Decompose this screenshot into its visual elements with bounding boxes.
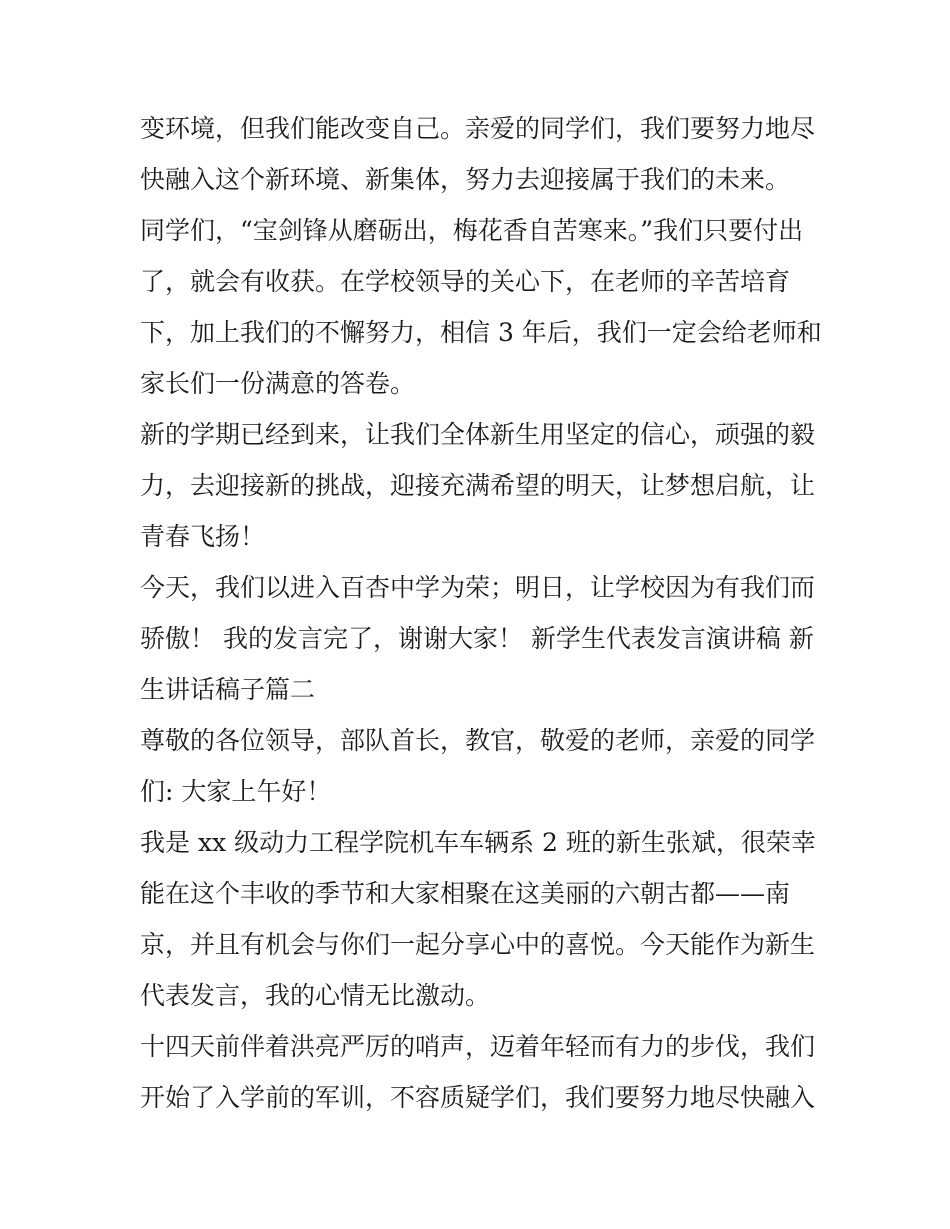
text-line: 生讲话稿子篇二 xyxy=(140,675,316,704)
text-line: 青春飞扬！ xyxy=(140,522,266,551)
text-line: 同学们，“宝剑锋从磨砺出，梅花香自苦寒来。”我们只要付出 xyxy=(140,216,804,245)
text-line: 十四天前伴着洪亮严厉的哨声，迈着年轻而有力的步伐，我们 xyxy=(140,1032,816,1061)
text-line: 开始了入学前的军训，不容质疑学们，我们要努力地尽快融入 xyxy=(140,1083,816,1112)
document-body xyxy=(140,103,820,1123)
text-line: 能在这个丰收的季节和大家相聚在这美丽的六朝古都——南 xyxy=(140,879,791,908)
text-line: 我是 xx 级动力工程学院机车车辆系 2 班的新生张斌，很荣幸 xyxy=(140,828,816,857)
text-line: 了，就会有收获。在学校领导的关心下，在老师的辛苦培育 xyxy=(140,267,791,296)
text-line: 变环境，但我们能改变自己。亲爱的同学们，我们要努力地尽 xyxy=(140,114,816,143)
text-line: 新的学期已经到来，让我们全体新生用坚定的信心，顽强的毅 xyxy=(140,420,816,449)
text-line: 快融入这个新环境、新集体，努力去迎接属于我们的未来。 xyxy=(140,165,791,194)
text-line: 尊敬的各位领导，部队首长，教官，敬爱的老师，亲爱的同学 xyxy=(140,726,816,755)
text-line: 们: 大家上午好！ xyxy=(140,777,332,806)
text-line: 代表发言，我的心情无比激动。 xyxy=(140,981,491,1010)
text-line: 京，并且有机会与你们一起分享心中的喜悦。今天能作为新生 xyxy=(140,930,816,959)
text-line: 力，去迎接新的挑战，迎接充满希望的明天，让梦想启航，让 xyxy=(140,471,816,500)
text-line: 下，加上我们的不懈努力，相信 3 年后，我们一定会给老师和 xyxy=(140,318,822,347)
text-line: 今天，我们以进入百杏中学为荣；明日，让学校因为有我们而 xyxy=(140,573,816,602)
text-line: 骄傲！ 我的发言完了，谢谢大家！ 新学生代表发言演讲稿 新 xyxy=(140,624,814,653)
text-line: 家长们一份满意的答卷。 xyxy=(140,369,416,398)
